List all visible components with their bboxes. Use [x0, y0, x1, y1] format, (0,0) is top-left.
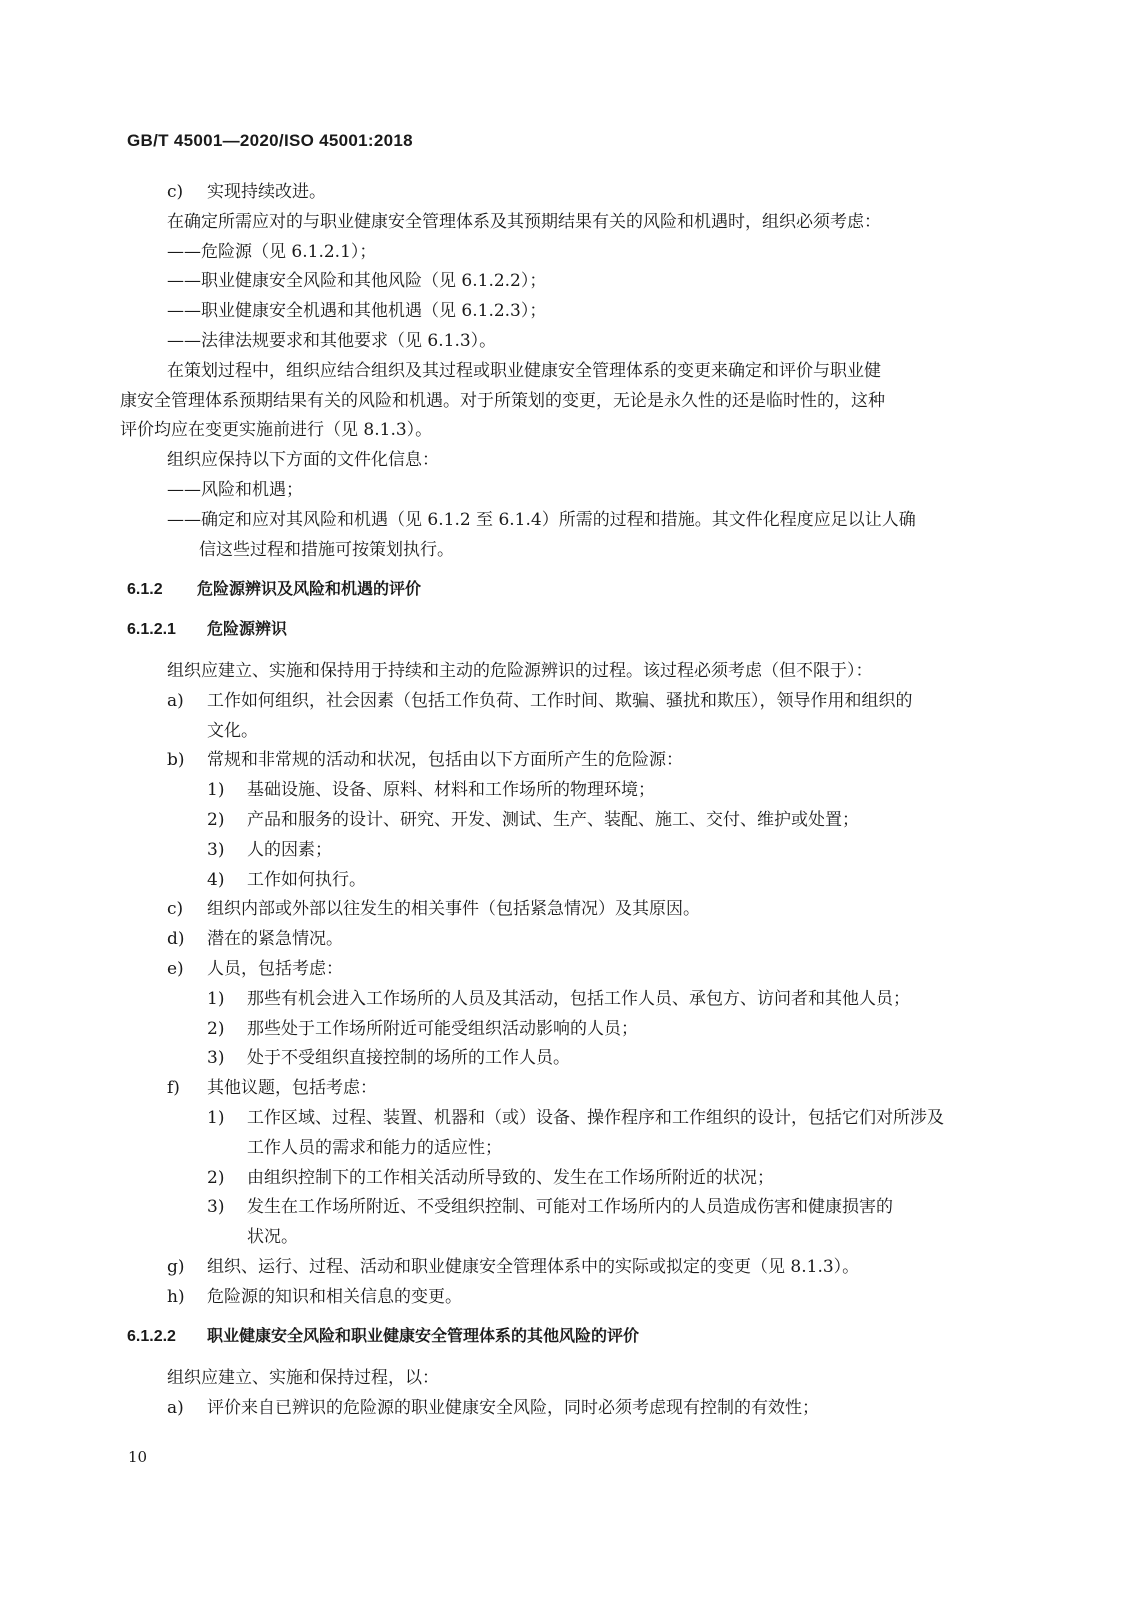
sub-list-text: 人的因素；: [247, 839, 332, 860]
list-label: b): [167, 750, 185, 771]
sub-list-label: 2): [207, 1018, 225, 1039]
sub-list-text: 基础设施、设备、原料、材料和工作场所的物理环境；: [247, 780, 655, 801]
sub-list-label: 3): [207, 1197, 225, 1218]
sub-list-item: [120, 985, 1000, 1015]
list-text: 潜在的紧急情况。: [207, 929, 343, 950]
dash-item: ——确定和应对其风险和机遇（见 6.1.2 至 6.1.4）所需的过程和措施。其文件化程度应足以让人确: [167, 509, 916, 530]
list-label: a): [167, 1398, 184, 1419]
paragraph-planning-line2: 康安全管理体系预期结果有关的风险和机遇。对于所策划的变更，无论是永久性的还是临时性的，这种: [120, 390, 885, 411]
sub-list-item: [120, 1044, 1000, 1074]
sub-list-item: [120, 1193, 1000, 1223]
list-label: h): [167, 1286, 185, 1307]
paragraph-consider: 在确定所需应对的与职业健康安全管理体系及其预期结果有关的风险和机遇时，组织必须考虑：: [167, 211, 881, 232]
list-item-e: [120, 955, 1000, 985]
section-number: 6.1.2.1: [127, 621, 176, 639]
sub-list-item: [120, 1015, 1000, 1045]
list-item-continuation: 文化。: [207, 720, 258, 741]
dash-item: ——风险和机遇；: [167, 479, 303, 500]
sub-list-text: 工作如何执行。: [247, 869, 366, 890]
sub-list-label: 1): [207, 1107, 225, 1128]
sub-list-text: 那些处于工作场所附近可能受组织活动影响的人员；: [247, 1018, 638, 1039]
sub-list-label: 1): [207, 780, 225, 801]
paragraph-planning-line1: 在策划过程中，组织应结合组织及其过程或职业健康安全管理体系的变更来确定和评价与职业健: [167, 360, 881, 381]
sub-list-continuation: 状况。: [247, 1227, 298, 1248]
section-number: 6.1.2: [127, 581, 163, 599]
list-item-a: [120, 1394, 1000, 1424]
paragraph-planning-line3: 评价均应在变更实施前进行（见 8.1.3）。: [120, 420, 433, 441]
document-id-header: GB/T 45001—2020/ISO 45001:2018: [127, 131, 413, 150]
list-item-f: [120, 1074, 1000, 1104]
dash-item: ——职业健康安全机遇和其他机遇（见 6.1.2.3）；: [167, 301, 547, 322]
list-text: 危险源的知识和相关信息的变更。: [207, 1286, 462, 1307]
list-text: 评价来自已辨识的危险源的职业健康安全风险，同时必须考虑现有控制的有效性；: [207, 1398, 819, 1419]
list-item-h: [120, 1283, 1000, 1313]
paragraph-documented-info: 组织应保持以下方面的文件化信息：: [167, 450, 439, 471]
sub-list-label: 4): [207, 869, 225, 890]
section-heading-6-1-2: [120, 575, 1000, 605]
dash-item-continuation: 信这些过程和措施可按策划执行。: [199, 539, 454, 560]
sub-list-text: 由组织控制下的工作相关活动所导致的、发生在工作场所附近的状况；: [247, 1167, 774, 1188]
list-text: 实现持续改进。: [207, 182, 326, 202]
sub-list-label: 2): [207, 809, 225, 830]
list-label: a): [167, 690, 184, 711]
list-item-c: [120, 895, 1000, 925]
list-text: 组织内部或外部以往发生的相关事件（包括紧急情况）及其原因。: [207, 899, 700, 920]
list-text: 组织、运行、过程、活动和职业健康安全管理体系中的实际或拟定的变更（见 8.1.3）。: [207, 1256, 860, 1277]
list-text: 人员，包括考虑：: [207, 958, 343, 979]
sub-list-label: 3): [207, 839, 225, 860]
document-body: [120, 178, 1000, 1424]
page-number: 10: [128, 1448, 148, 1466]
sub-list-text: 发生在工作场所附近、不受组织控制、可能对工作场所内的人员造成伤害和健康损害的: [247, 1197, 893, 1218]
sub-list-text: 处于不受组织直接控制的场所的工作人员。: [247, 1048, 570, 1069]
list-item-g: [120, 1253, 1000, 1283]
sub-list-label: 1): [207, 988, 225, 1009]
section-heading-6-1-2-2: [120, 1322, 1000, 1352]
sub-list-item: [120, 866, 1000, 896]
paragraph-risk-intro: 组织应建立、实施和保持过程，以：: [167, 1368, 439, 1389]
list-label: f): [167, 1078, 180, 1099]
section-title: 危险源辨识: [207, 621, 288, 639]
list-item-d: [120, 925, 1000, 955]
list-label: d): [167, 929, 185, 950]
section-number: 6.1.2.2: [127, 1328, 176, 1346]
dash-item: ——危险源（见 6.1.2.1）；: [167, 241, 377, 262]
section-title: 职业健康安全风险和职业健康安全管理体系的其他风险的评价: [207, 1328, 640, 1346]
sub-list-text: 产品和服务的设计、研究、开发、测试、生产、装配、施工、交付、维护或处置；: [247, 809, 859, 830]
sub-list-item: [120, 1164, 1000, 1194]
dash-item: ——职业健康安全风险和其他风险（见 6.1.2.2）；: [167, 271, 547, 292]
sub-list-label: 2): [207, 1167, 225, 1188]
dash-item: ——法律法规要求和其他要求（见 6.1.3）。: [167, 330, 497, 351]
sub-list-item: [120, 836, 1000, 866]
list-label: c): [167, 182, 184, 202]
list-text: 工作如何组织，社会因素（包括工作负荷、工作时间、欺骗、骚扰和欺压），领导作用和组织的: [207, 690, 913, 711]
list-label: e): [167, 958, 184, 979]
paragraph-hazard-intro: 组织应建立、实施和保持用于持续和主动的危险源辨识的过程。该过程必须考虑（但不限于）：: [167, 660, 873, 681]
list-label: g): [167, 1256, 185, 1277]
section-heading-6-1-2-1: [120, 615, 1000, 645]
sub-list-text: 工作区域、过程、装置、机器和（或）设备、操作程序和工作组织的设计，包括它们对所涉及: [247, 1107, 944, 1128]
list-text: 其他议题，包括考虑：: [207, 1078, 377, 1099]
sub-list-item: [120, 776, 1000, 806]
section-title: 危险源辨识及风险和机遇的评价: [197, 581, 422, 599]
list-item-b: [120, 746, 1000, 776]
list-item-c: [120, 178, 1000, 208]
sub-list-continuation: 工作人员的需求和能力的适应性；: [247, 1137, 502, 1158]
list-text: 常规和非常规的活动和状况，包括由以下方面所产生的危险源：: [207, 750, 683, 771]
list-label: c): [167, 899, 184, 920]
sub-list-text: 那些有机会进入工作场所的人员及其活动，包括工作人员、承包方、访问者和其他人员；: [247, 988, 910, 1009]
sub-list-item: [120, 806, 1000, 836]
sub-list-item: [120, 1104, 1000, 1134]
sub-list-label: 3): [207, 1048, 225, 1069]
list-item-a: [120, 687, 1000, 717]
